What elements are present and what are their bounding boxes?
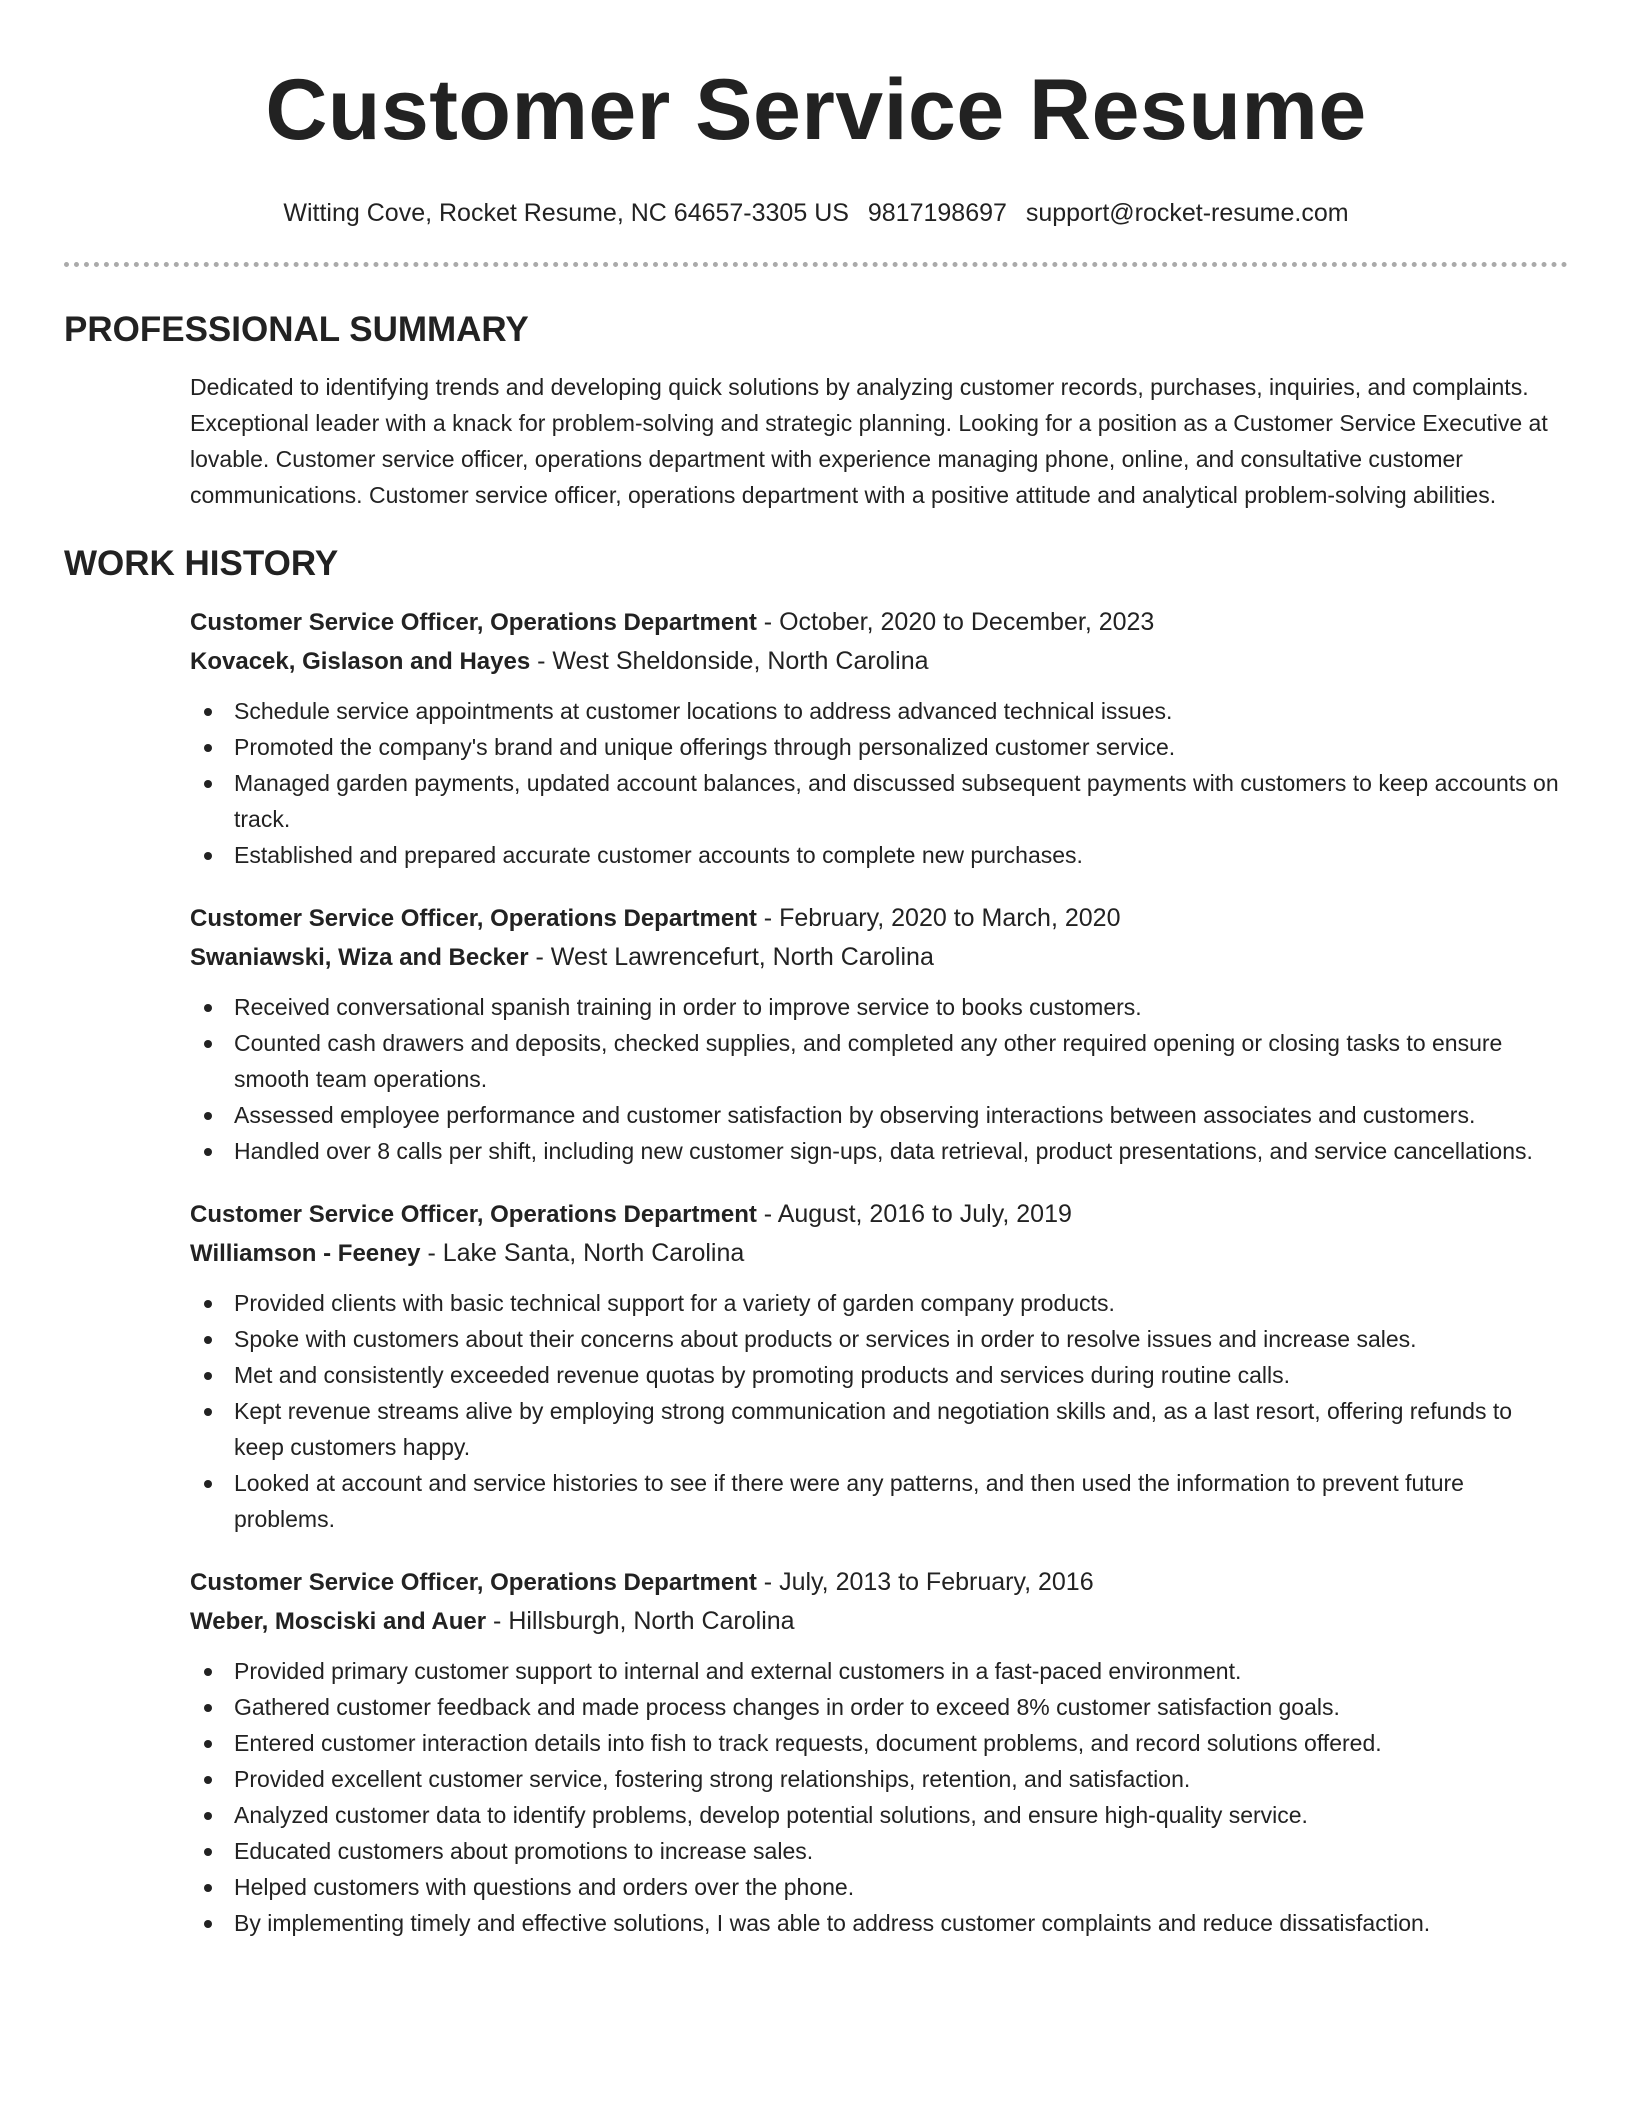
job-company: Swaniawski, Wiza and Becker [190,944,529,971]
job-dates: - August, 2016 to July, 2019 [756,1200,1072,1228]
job-title-line [190,1563,1568,1602]
job-bullets [190,1653,1568,1941]
job-title-line [190,1195,1568,1234]
bullet-item: Assessed employee performance and customer satisfaction by observing interactions between associates and customers. [190,1097,1568,1133]
job-dates: - October, 2020 to December, 2023 [756,608,1155,636]
job-location: - Hillsburgh, North Carolina [486,1607,795,1635]
job-location: - West Lawrencefurt, North Carolina [528,943,934,971]
job-title: Customer Service Officer, Operations Department [190,1201,757,1228]
job-company-line [190,1234,1568,1273]
job-entry [190,1563,1568,1941]
bullet-item: Analyzed customer data to identify problems, develop potential solutions, and ensure high-quality service. [190,1797,1568,1833]
summary-heading: PROFESSIONAL SUMMARY [64,310,529,349]
contact-phone: 9817198697 [867,199,1007,227]
job-company-line [190,1602,1568,1641]
bullet-item: Counted cash drawers and deposits, checked supplies, and completed any other required opening or closing tasks to ensure smooth team operations. [190,1025,1568,1097]
contact-address: Witting Cove, Rocket Resume, NC 64657-3305 US [283,199,849,227]
job-title: Customer Service Officer, Operations Department [190,1569,757,1596]
bullet-item: Schedule service appointments at customer locations to address advanced technical issues. [190,693,1568,729]
summary-text: Dedicated to identifying trends and developing quick solutions by analyzing customer records, purchases, inquiries, and complaints. Exceptional leader with a knack for problem-solving and strategic planning. Looking for a position as a Customer Service Executive at lovable. Customer service officer, operations department with experience managing phone, online, and consultative customer communications. Customer service officer, operations department with a positive attitude and analytical problem-solving abilities. [190,374,1548,508]
bullet-item: Gathered customer feedback and made process changes in order to exceed 8% customer satisfaction goals. [190,1689,1568,1725]
bullet-item: Entered customer interaction details into fish to track requests, document problems, and record solutions offered. [190,1725,1568,1761]
bullet-item: Kept revenue streams alive by employing strong communication and negotiation skills and, as a last resort, offering refunds to keep customers happy. [190,1393,1568,1465]
bullet-item: Promoted the company's brand and unique offerings through personalized customer service. [190,729,1568,765]
bullet-item: Managed garden payments, updated account balances, and discussed subsequent payments with customers to keep accounts on track. [190,765,1568,837]
bullet-item: Provided clients with basic technical support for a variety of garden company products. [190,1285,1568,1321]
bullet-item: By implementing timely and effective solutions, I was able to address customer complaints and reduce dissatisfaction. [190,1905,1568,1941]
job-company: Williamson - Feeney [190,1240,421,1267]
contact-email: support@rocket-resume.com [1025,199,1349,227]
job-company: Kovacek, Gislason and Hayes [190,648,531,675]
bullet-item: Provided excellent customer service, fostering strong relationships, retention, and satisfaction. [190,1761,1568,1797]
job-entry [190,603,1568,873]
bullet-item: Helped customers with questions and orders over the phone. [190,1869,1568,1905]
job-entry [190,899,1568,1169]
job-title-line [190,603,1568,642]
bullet-item: Met and consistently exceeded revenue quotas by promoting products and services during routine calls. [190,1357,1568,1393]
work-history-heading: WORK HISTORY [64,544,339,583]
bullet-item: Educated customers about promotions to increase sales. [190,1833,1568,1869]
job-company-line [190,642,1568,681]
bullet-item: Handled over 8 calls per shift, including new customer sign-ups, data retrieval, product presentations, and service cancellations. [190,1133,1568,1169]
bullet-item: Established and prepared accurate customer accounts to complete new purchases. [190,837,1568,873]
job-bullets [190,989,1568,1169]
job-entry [190,1195,1568,1537]
work-history-list [190,603,1568,1941]
bullet-item: Spoke with customers about their concerns about products or services in order to resolve issues and increase sales. [190,1321,1568,1357]
job-title: Customer Service Officer, Operations Department [190,905,757,932]
job-location: - Lake Santa, North Carolina [420,1239,745,1267]
job-dates: - July, 2013 to February, 2016 [756,1568,1094,1596]
header-divider [64,262,1568,267]
resume-title: Customer Service Resume [265,62,1367,158]
bullet-item: Looked at account and service histories to see if there were any patterns, and then used the information to prevent future problems. [190,1465,1568,1537]
bullet-item: Received conversational spanish training in order to improve service to books customers. [190,989,1568,1025]
job-company-line [190,938,1568,977]
job-title-line [190,899,1568,938]
job-company: Weber, Mosciski and Auer [190,1608,487,1635]
bullet-item: Provided primary customer support to internal and external customers in a fast-paced environment. [190,1653,1568,1689]
job-location: - West Sheldonside, North Carolina [530,647,929,675]
job-bullets [190,1285,1568,1537]
job-bullets [190,693,1568,873]
contact-line [64,198,1568,228]
job-dates: - February, 2020 to March, 2020 [756,904,1121,932]
job-title: Customer Service Officer, Operations Department [190,609,757,636]
